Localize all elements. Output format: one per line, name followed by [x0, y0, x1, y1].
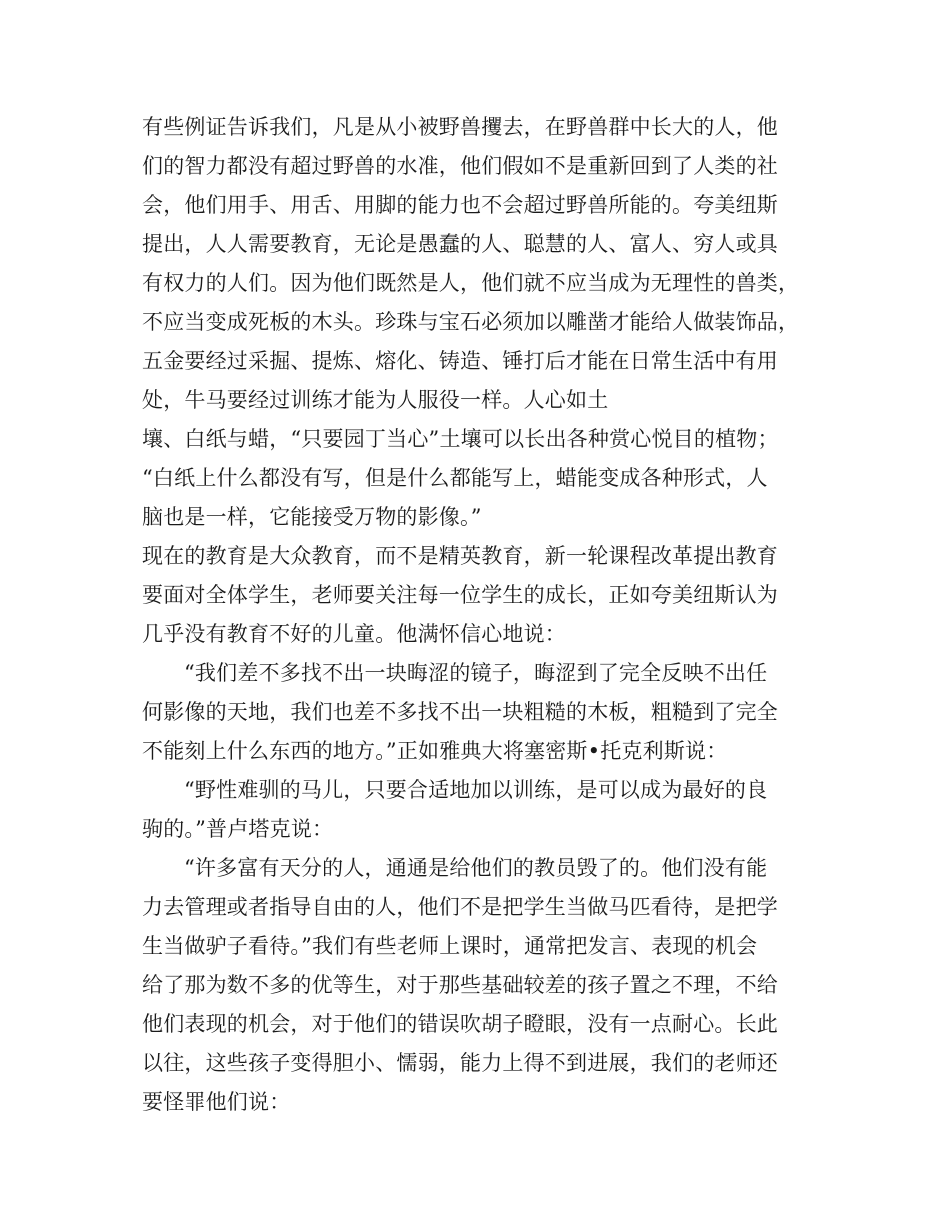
text-line: 提出，人人需要教育，无论是愚蠢的人、聪慧的人、富人、穷人或具 [142, 232, 778, 256]
text-line: 不能刻上什么东西的地方。”正如雅典大将塞密斯•托克利斯说： [142, 739, 728, 763]
body-text [142, 108, 808, 1122]
text-line: 驹的。”普卢塔克说： [142, 817, 334, 841]
text-line: 要面对全体学生，老师要关注每一位学生的成长，正如夸美纽斯认为 [142, 583, 778, 607]
text-line: 壤、白纸与蜡，“只要园丁当心”土壤可以长出各种赏心悦目的植物； [142, 427, 779, 451]
text-line: 生当做驴子看待。”我们有些老师上课时，通常把发言、表现的机会 [142, 934, 758, 958]
text-line: 他们表现的机会，对于他们的错误吹胡子瞪眼，没有一点耐心。长此 [142, 1012, 778, 1036]
text-line: 几乎没有教育不好的儿童。他满怀信心地说： [142, 622, 566, 646]
text-line: 以往，这些孩子变得胆小、懦弱，能力上得不到进展，我们的老师还 [142, 1051, 778, 1075]
text-line: “我们差不多找不出一块晦涩的镜子，晦涩到了完全反映不出任 [184, 661, 768, 685]
text-line: 们的智力都没有超过野兽的水准，他们假如不是重新回到了人类的社 [142, 154, 778, 178]
text-line: 给了那为数不多的优等生，对于那些基础较差的孩子置之不理，不给 [142, 973, 778, 997]
text-line: 五金要经过采掘、提炼、熔化、铸造、锤打后才能在日常生活中有用 [142, 349, 778, 373]
text-line: 有权力的人们。因为他们既然是人，他们就不应当成为无理性的兽类， [142, 271, 800, 295]
text-line: 会，他们用手、用舌、用脚的能力也不会超过野兽所能的。夸美纽斯 [142, 193, 778, 217]
text-line: 何影像的天地，我们也差不多找不出一块粗糙的木板，粗糙到了完全 [142, 700, 778, 724]
text-line: 要怪罪他们说： [142, 1090, 291, 1114]
text-line: 处，牛马要经过训练才能为人服役一样。人心如土 [142, 388, 609, 412]
text-line: “白纸上什么都没有写，但是什么都能写上，蜡能变成各种形式，人 [142, 466, 768, 490]
text-line: 脑也是一样，它能接受万物的影像。” [142, 505, 482, 529]
text-line: “野性难驯的马儿，只要合适地加以训练，是可以成为最好的良 [184, 778, 768, 802]
text-line: 不应当变成死板的木头。珍珠与宝石必须加以雕凿才能给人做装饰品， [142, 310, 800, 334]
text-line: 现在的教育是大众教育，而不是精英教育，新一轮课程改革提出教育 [142, 544, 778, 568]
text-line: “许多富有天分的人，通通是给他们的教员毁了的。他们没有能 [184, 856, 768, 880]
text-line: 力去管理或者指导自由的人，他们不是把学生当做马匹看待，是把学 [142, 895, 778, 919]
text-line: 有些例证告诉我们，凡是从小被野兽攫去，在野兽群中长大的人，他 [142, 115, 778, 139]
